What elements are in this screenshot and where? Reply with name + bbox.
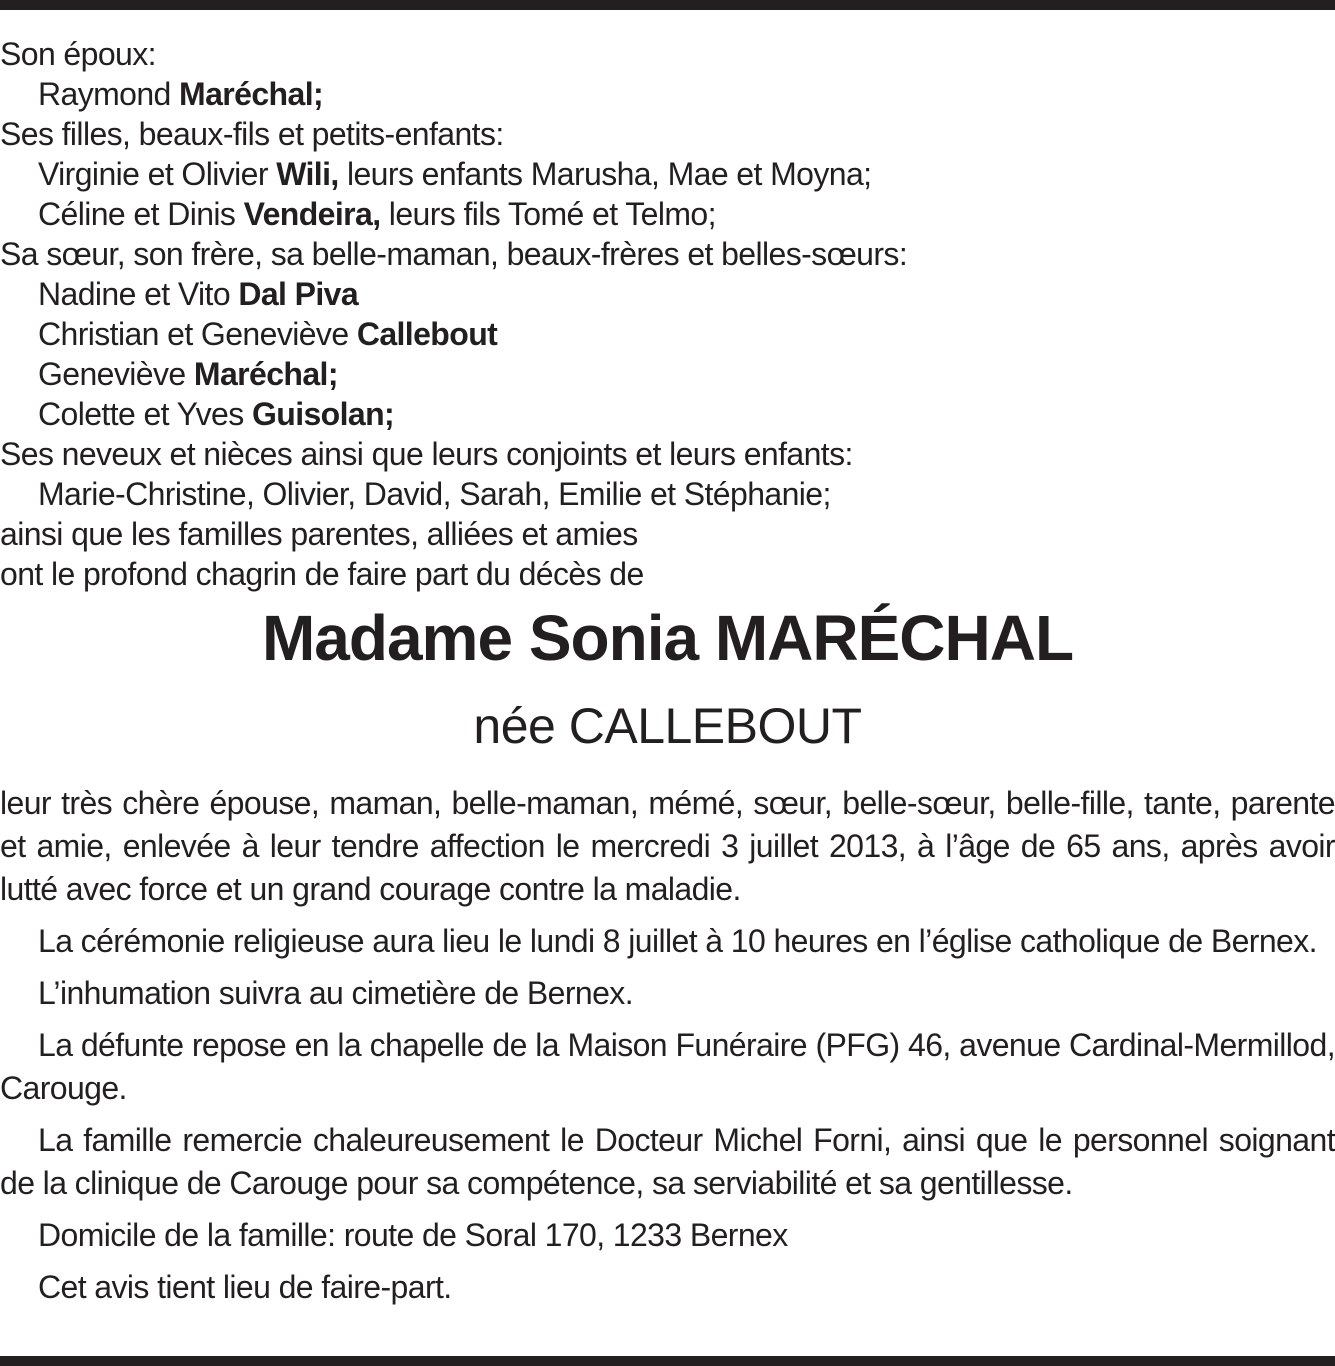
family-line — [0, 34, 1335, 74]
family-line — [0, 74, 1335, 114]
surname: Callebout — [356, 316, 498, 352]
paragraph: Cet avis tient lieu de faire-part. — [38, 1269, 452, 1305]
surname: Maréchal; — [179, 76, 324, 112]
line-text: Son époux: — [0, 36, 156, 72]
surname: Dal Piva — [238, 276, 359, 312]
family-line — [0, 194, 1335, 234]
line-text: Ses neveux et nièces ainsi que leurs conjoints et leurs enfants: — [0, 436, 853, 472]
paragraph: La défunte repose en la chapelle de la Maison Funéraire (PFG) 46, avenue Cardinal-Mermillod, Carouge. — [0, 1027, 1335, 1106]
paragraph: La cérémonie religieuse aura lieu le lundi 8 juillet à 10 heures en l’église catholique de Bernex. — [38, 923, 1317, 959]
notice-body — [0, 782, 1335, 1318]
family-line — [0, 114, 1335, 154]
surname: Wili, — [276, 156, 339, 192]
line-text: ont le profond chagrin de faire part du décès de — [0, 556, 644, 592]
line-text-after: leurs fils Tomé et Telmo; — [380, 196, 716, 232]
paragraph: L’inhumation suivra au cimetière de Bernex. — [38, 975, 633, 1011]
family-line — [0, 314, 1335, 354]
surname: Maréchal; — [193, 356, 338, 392]
family-line — [0, 394, 1335, 434]
family-line — [0, 554, 1335, 594]
family-line — [0, 434, 1335, 474]
top-rule — [0, 0, 1335, 10]
line-text: Colette et Yves — [38, 396, 252, 432]
line-text: Marie-Christine, Olivier, David, Sarah, Emilie et Stéphanie; — [38, 476, 831, 512]
paragraph: leur très chère épouse, maman, belle-maman, mémé, sœur, belle-sœur, belle-fille, tante, parente et amie, enlevée à leur tendre affection le mercredi 3 juillet 2013, à l’âge de 65 ans, après avoir lutté avec force et un grand courage contre la maladie. — [0, 785, 1335, 907]
line-text-after: leurs enfants Marusha, Mae et Moyna; — [338, 156, 872, 192]
line-text: Nadine et Vito — [38, 276, 239, 312]
family-line — [0, 274, 1335, 314]
family-line — [0, 154, 1335, 194]
line-text: Céline et Dinis — [38, 196, 244, 232]
family-list — [0, 34, 1335, 594]
line-text: ainsi que les familles parentes, alliées et amies — [0, 516, 638, 552]
paragraph: Domicile de la famille: route de Soral 170, 1233 Bernex — [38, 1217, 788, 1253]
line-text: Geneviève — [38, 356, 194, 392]
line-text: Christian et Geneviève — [38, 316, 357, 352]
family-line — [0, 514, 1335, 554]
line-text: Sa sœur, son frère, sa belle-maman, beaux-frères et belles-sœurs: — [0, 236, 908, 272]
line-text: Ses filles, beaux-fils et petits-enfants: — [0, 116, 504, 152]
paragraph: La famille remercie chaleureusement le Docteur Michel Forni, ainsi que le personnel soignant de la clinique de Carouge pour sa compétence, sa serviabilité et sa gentillesse. — [0, 1122, 1335, 1201]
line-text: Raymond — [38, 76, 180, 112]
family-line — [0, 234, 1335, 274]
family-line — [0, 474, 1335, 514]
surname: Guisolan; — [251, 396, 395, 432]
family-line — [0, 354, 1335, 394]
line-text: Virginie et Olivier — [38, 156, 277, 192]
maiden-name: née CALLEBOUT — [473, 698, 862, 754]
bottom-rule — [0, 1356, 1335, 1366]
deceased-name: Madame Sonia MARÉCHAL — [261, 602, 1074, 674]
surname: Vendeira, — [243, 196, 381, 232]
